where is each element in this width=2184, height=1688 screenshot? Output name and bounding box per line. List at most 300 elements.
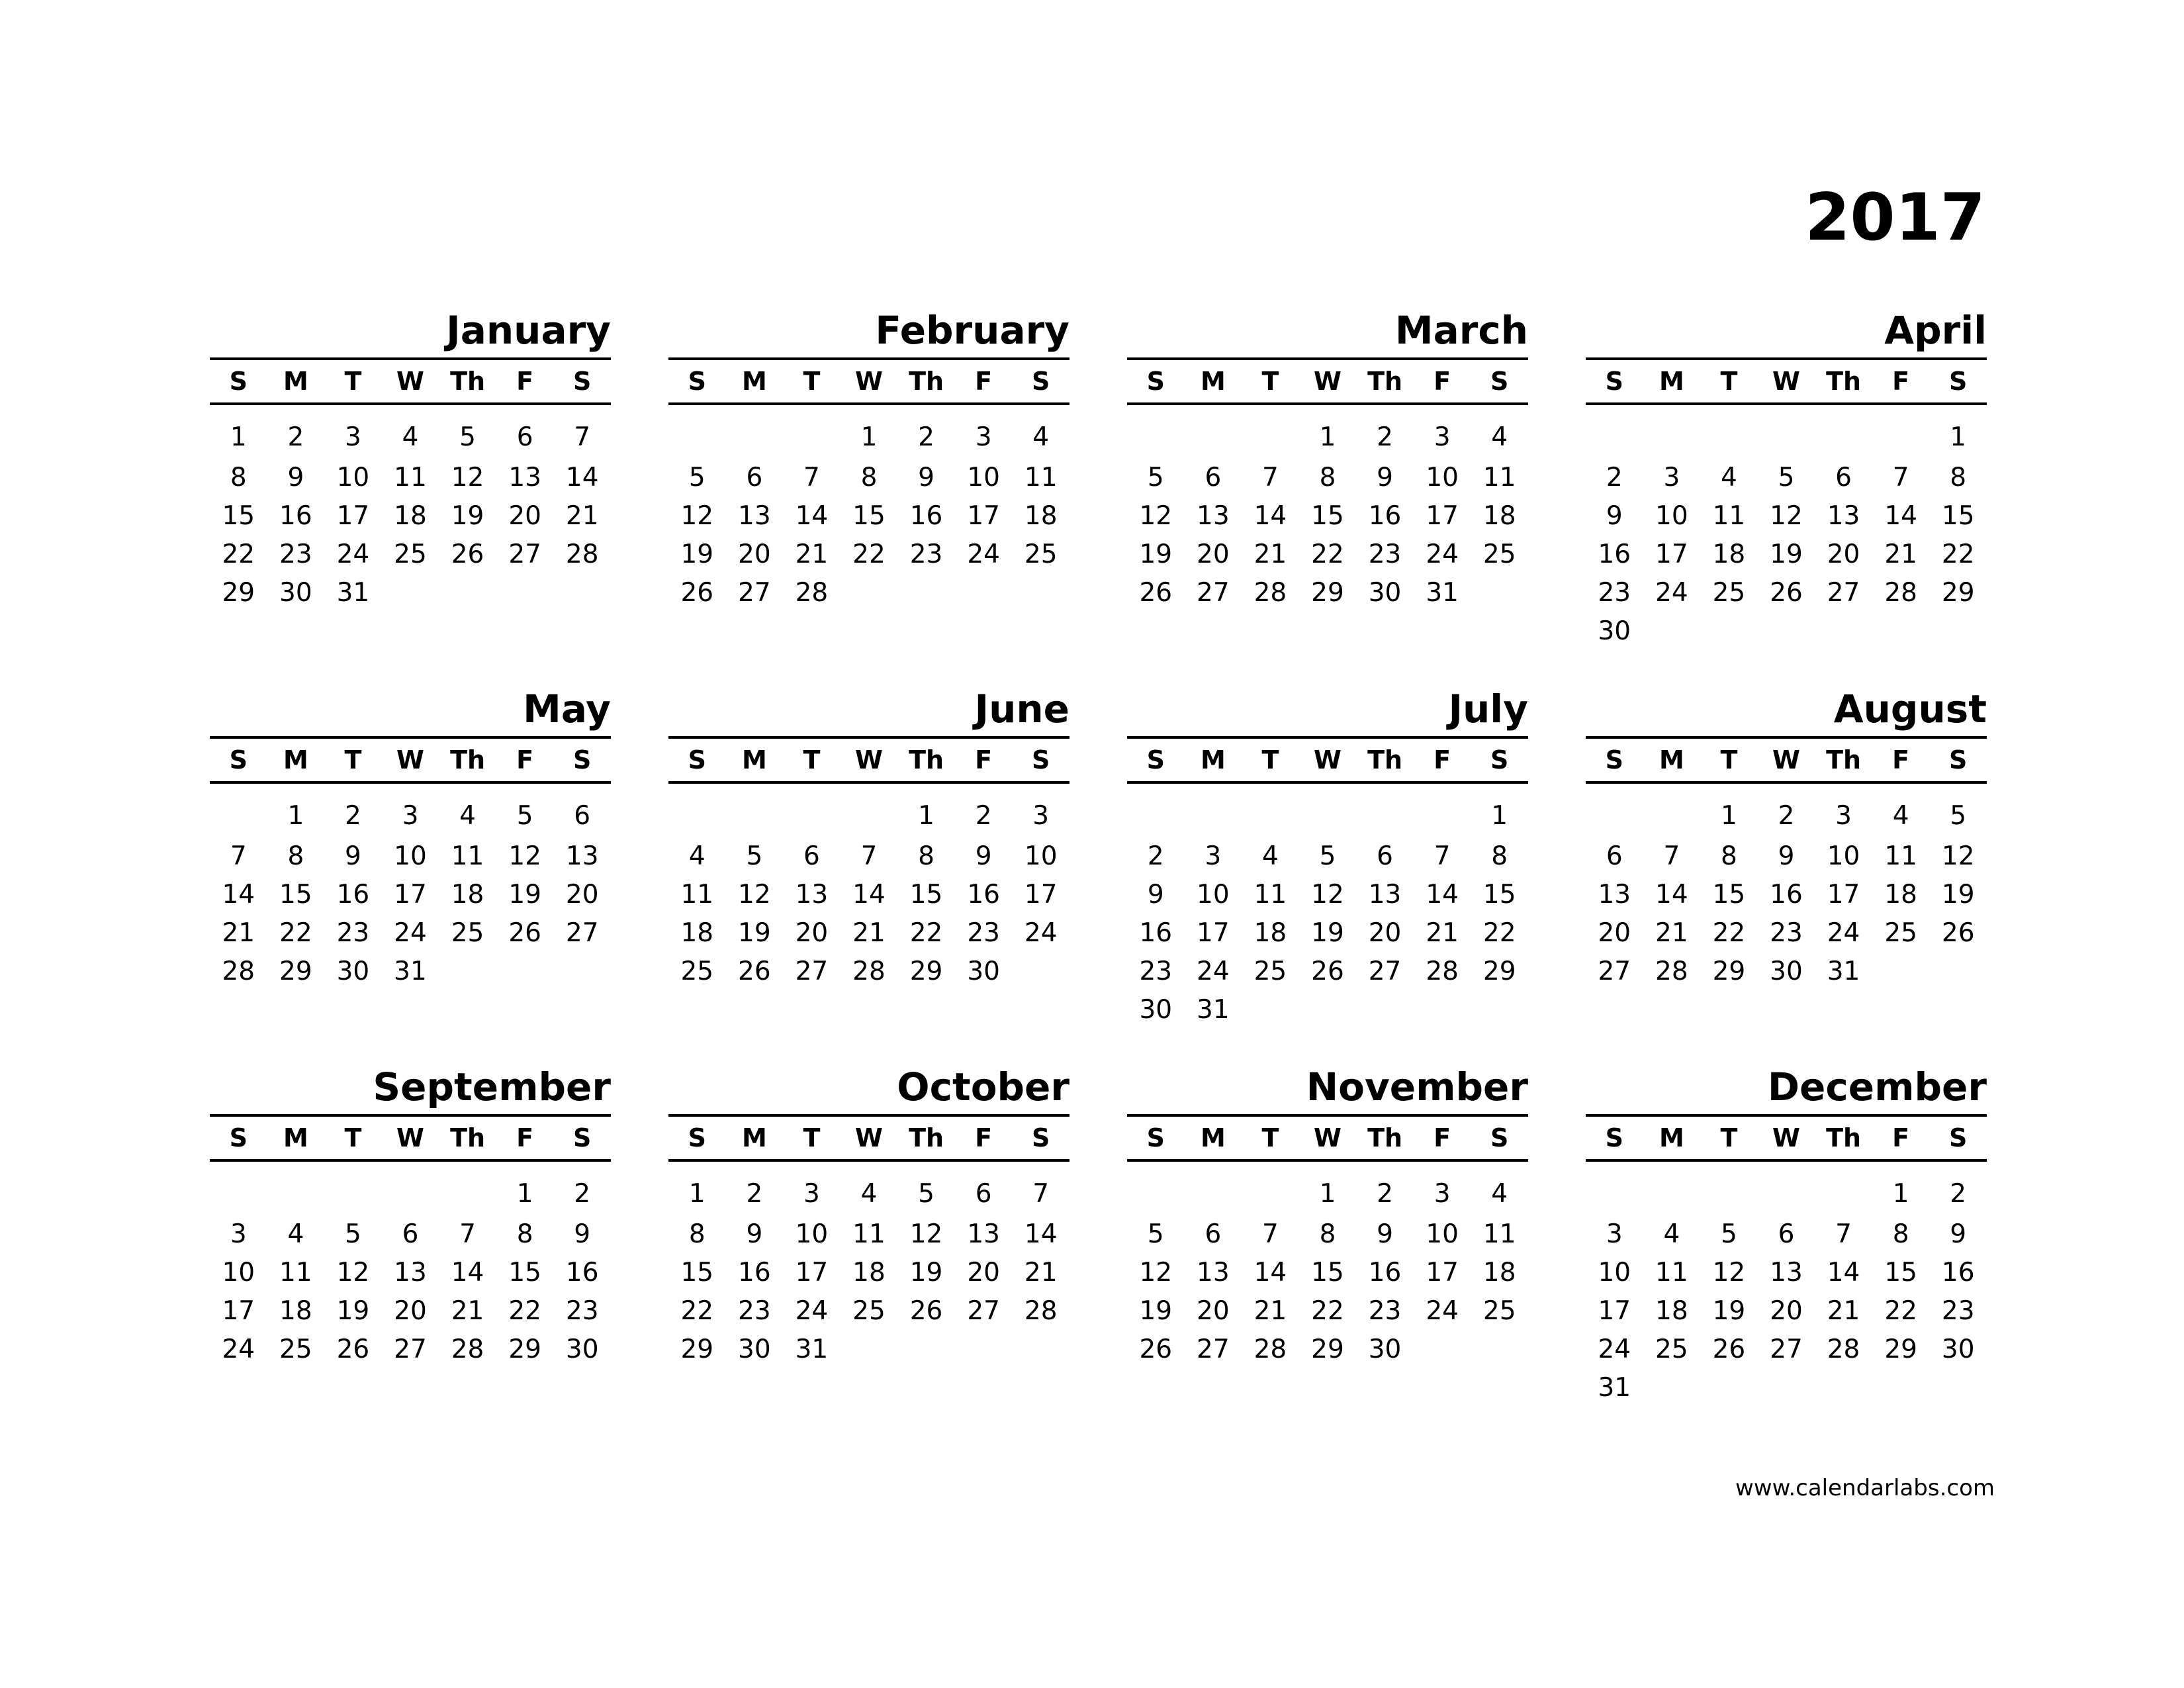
day-cell: 17 [1197,917,1230,948]
weekday-label: S [229,367,248,396]
day-cell: 29 [222,577,255,608]
day-cell: 15 [1884,1257,1917,1288]
day-cell: 28 [1426,956,1459,986]
day-cell: 29 [1311,577,1344,608]
month-name: July [1127,690,1528,739]
weekday-label: S [573,1123,592,1152]
day-cell: 15 [222,500,255,531]
week-row [1127,416,1528,458]
weekday-label: M [741,745,767,774]
day-cell: 25 [1655,1334,1688,1364]
day-cell: 2 [1377,422,1393,452]
day-cell: 18 [1884,879,1917,910]
weekday-header [1586,1117,1987,1162]
day-cell: 16 [1770,879,1803,910]
day-cell: 16 [565,1257,599,1288]
week-row [668,1291,1069,1330]
week-row [210,458,611,496]
day-cell: 22 [222,539,255,569]
day-cell: 1 [516,1178,533,1209]
day-cell: 17 [1827,879,1860,910]
day-cell: 6 [1377,841,1393,871]
day-cell: 31 [1426,577,1459,608]
day-cell: 26 [1770,577,1803,608]
day-cell: 16 [336,879,370,910]
day-cell: 5 [688,462,705,492]
day-cell: 7 [1433,841,1451,871]
day-cell: 5 [1147,462,1164,492]
day-cell: 6 [516,422,533,452]
week-row [210,952,611,990]
day-cell: 28 [795,577,829,608]
day-cell: 8 [516,1219,533,1249]
week-row [210,837,611,875]
day-cell: 4 [1491,422,1508,452]
day-cell: 17 [1655,539,1688,569]
weekday-label: W [1772,745,1800,774]
week-row [210,1215,611,1253]
day-cell: 26 [909,1295,943,1326]
footer-url[interactable]: www.calendarlabs.com [1735,1475,1995,1501]
day-cell: 17 [795,1257,829,1288]
week-row [210,1253,611,1291]
day-grid [668,1172,1069,1368]
day-cell: 9 [1377,1219,1393,1249]
day-cell: 25 [680,956,714,986]
day-cell: 11 [1482,462,1516,492]
weekday-label: M [1659,1123,1684,1152]
day-cell: 30 [1770,956,1803,986]
month-name: October [668,1068,1069,1117]
day-cell: 17 [1598,1295,1631,1326]
day-cell: 12 [909,1219,943,1249]
day-cell: 5 [1950,800,1967,831]
day-cell: 7 [1262,1219,1279,1249]
week-row [1127,952,1528,990]
day-cell: 28 [565,539,599,569]
day-cell: 2 [746,1178,763,1209]
weekday-label: F [975,367,993,396]
weekday-label: T [1261,1123,1279,1152]
day-cell: 27 [508,539,541,569]
day-cell: 7 [574,422,591,452]
day-cell: 3 [1205,841,1222,871]
month-name: September [210,1068,611,1117]
day-cell: 28 [852,956,886,986]
day-cell: 14 [1253,500,1287,531]
day-cell: 12 [1139,1257,1173,1288]
day-cell: 11 [394,462,427,492]
day-cell: 15 [508,1257,541,1288]
day-cell: 25 [1712,577,1746,608]
week-row [668,1253,1069,1291]
week-row [210,1330,611,1368]
day-cell: 6 [803,841,820,871]
day-cell: 15 [1941,500,1975,531]
day-grid [210,1172,611,1368]
day-cell: 21 [852,917,886,948]
day-cell: 17 [967,500,1000,531]
day-cell: 19 [1770,539,1803,569]
weekday-label: F [516,1123,534,1152]
day-cell: 2 [345,800,361,831]
weekday-label: F [516,745,534,774]
day-cell: 6 [1778,1219,1795,1249]
day-grid [1127,794,1528,1029]
week-row [1586,794,1987,837]
day-cell: 21 [1827,1295,1860,1326]
weekday-label: F [1892,745,1910,774]
day-cell: 24 [795,1295,829,1326]
day-cell: 3 [1835,800,1852,831]
day-cell: 27 [1368,956,1402,986]
day-cell: 27 [394,1334,427,1364]
day-cell: 20 [508,500,541,531]
day-cell: 31 [795,1334,829,1364]
day-cell: 29 [1712,956,1746,986]
day-cell: 7 [1892,462,1909,492]
day-cell: 26 [1139,1334,1173,1364]
day-cell: 18 [1482,1257,1516,1288]
day-cell: 13 [1197,1257,1230,1288]
day-cell: 27 [1770,1334,1803,1364]
weekday-label: F [1433,1123,1451,1152]
day-cell: 16 [1941,1257,1975,1288]
day-cell: 20 [1598,917,1631,948]
weekday-label: S [229,745,248,774]
day-cell: 1 [1491,800,1508,831]
day-grid [668,416,1069,612]
day-cell: 26 [1139,577,1173,608]
weekday-label: Th [1826,1123,1862,1152]
day-cell: 25 [852,1295,886,1326]
day-cell: 27 [1598,956,1631,986]
day-cell: 28 [1655,956,1688,986]
weekday-label: W [1772,367,1800,396]
day-cell: 8 [1491,841,1508,871]
day-cell: 9 [1950,1219,1967,1249]
day-cell: 29 [680,1334,714,1364]
day-cell: 5 [746,841,763,871]
day-cell: 3 [803,1178,820,1209]
day-cell: 10 [795,1219,829,1249]
weekday-label: T [803,1123,821,1152]
day-cell: 26 [1311,956,1344,986]
day-cell: 3 [1032,800,1050,831]
week-row [1127,794,1528,837]
weekday-header [1586,739,1987,784]
weekday-label: Th [450,1123,486,1152]
week-row [1127,1172,1528,1215]
day-cell: 26 [1712,1334,1746,1364]
day-cell: 6 [746,462,763,492]
day-cell: 10 [1197,879,1230,910]
day-cell: 19 [1139,539,1173,569]
day-cell: 23 [1368,1295,1402,1326]
day-cell: 1 [1950,422,1967,452]
weekday-header [1586,360,1987,405]
weekday-label: F [1892,367,1910,396]
week-row [1127,1215,1528,1253]
weekday-label: S [1490,367,1509,396]
day-cell: 29 [1311,1334,1344,1364]
weekday-label: T [803,367,821,396]
day-cell: 6 [1205,462,1222,492]
day-cell: 27 [565,917,599,948]
day-cell: 17 [1024,879,1058,910]
day-cell: 30 [1598,616,1631,646]
day-cell: 28 [1024,1295,1058,1326]
day-cell: 29 [279,956,312,986]
weekday-label: T [803,745,821,774]
week-row [1586,416,1987,458]
month-name: December [1586,1068,1987,1117]
day-cell: 23 [1598,577,1631,608]
weekday-label: M [1659,745,1684,774]
day-cell: 16 [1139,917,1173,948]
weekday-label: W [855,367,883,396]
week-row [1586,496,1987,535]
day-cell: 1 [1721,800,1737,831]
month-april [1586,308,1987,650]
weekday-label: S [1032,367,1050,396]
day-cell: 22 [852,539,886,569]
day-cell: 12 [508,841,541,871]
day-cell: 24 [394,917,427,948]
day-cell: 22 [1311,539,1344,569]
day-cell: 24 [1197,956,1230,986]
day-cell: 12 [1311,879,1344,910]
day-cell: 14 [1827,1257,1860,1288]
week-row [210,1291,611,1330]
day-cell: 14 [222,879,255,910]
week-row [1127,1330,1528,1368]
day-cell: 23 [1139,956,1173,986]
day-cell: 13 [1368,879,1402,910]
day-cell: 1 [688,1178,705,1209]
weekday-label: M [283,367,308,396]
month-name: August [1586,690,1987,739]
day-cell: 24 [222,1334,255,1364]
day-cell: 3 [345,422,361,452]
week-row [1586,952,1987,990]
day-cell: 14 [1655,879,1688,910]
day-cell: 7 [230,841,247,871]
week-row [210,914,611,952]
week-row [668,914,1069,952]
day-cell: 27 [1197,1334,1230,1364]
day-cell: 22 [1884,1295,1917,1326]
day-cell: 8 [688,1219,705,1249]
day-cell: 19 [508,879,541,910]
day-cell: 12 [1941,841,1975,871]
day-cell: 13 [508,462,541,492]
day-cell: 10 [1827,841,1860,871]
day-cell: 22 [909,917,943,948]
day-cell: 1 [230,422,247,452]
day-cell: 29 [909,956,943,986]
week-row [668,794,1069,837]
day-cell: 24 [1024,917,1058,948]
weekday-label: F [1433,745,1451,774]
day-cell: 8 [918,841,934,871]
day-cell: 3 [1433,1178,1451,1209]
day-cell: 27 [738,577,771,608]
day-cell: 7 [803,462,820,492]
day-cell: 20 [394,1295,427,1326]
day-cell: 16 [738,1257,771,1288]
week-row [1586,1172,1987,1215]
day-cell: 12 [1712,1257,1746,1288]
day-cell: 31 [1598,1372,1631,1403]
day-cell: 15 [1311,500,1344,531]
month-october [668,1064,1069,1368]
week-row [210,535,611,573]
day-cell: 22 [680,1295,714,1326]
weekday-label: W [1314,1123,1342,1152]
weekday-label: M [283,1123,308,1152]
day-cell: 11 [852,1219,886,1249]
day-cell: 20 [565,879,599,910]
day-cell: 26 [680,577,714,608]
day-cell: 5 [918,1178,934,1209]
weekday-label: Th [1367,1123,1403,1152]
weekday-label: T [1720,745,1738,774]
day-cell: 6 [574,800,591,831]
month-august [1586,686,1987,990]
day-cell: 20 [967,1257,1000,1288]
day-cell: 4 [287,1219,304,1249]
weekday-header [210,1117,611,1162]
month-november [1127,1064,1528,1368]
day-cell: 28 [1827,1334,1860,1364]
week-row [668,875,1069,914]
day-cell: 9 [1377,462,1393,492]
day-cell: 2 [574,1178,591,1209]
week-row [1586,1215,1987,1253]
day-cell: 3 [402,800,419,831]
day-cell: 30 [967,956,1000,986]
month-name: November [1127,1068,1528,1117]
day-cell: 23 [1368,539,1402,569]
week-row [668,1172,1069,1215]
day-cell: 6 [1205,1219,1222,1249]
day-cell: 31 [336,577,370,608]
day-cell: 14 [852,879,886,910]
day-cell: 30 [1368,577,1402,608]
day-cell: 9 [975,841,992,871]
week-row [210,573,611,612]
day-cell: 18 [1253,917,1287,948]
day-cell: 27 [1197,577,1230,608]
day-cell: 6 [1835,462,1852,492]
day-cell: 12 [451,462,484,492]
day-cell: 10 [967,462,1000,492]
day-cell: 19 [1311,917,1344,948]
day-cell: 25 [451,917,484,948]
week-row [1127,1291,1528,1330]
day-cell: 1 [1319,1178,1336,1209]
weekday-header [668,1117,1069,1162]
week-row [1586,875,1987,914]
day-cell: 21 [1884,539,1917,569]
day-cell: 6 [975,1178,992,1209]
day-cell: 18 [1024,500,1058,531]
day-cell: 28 [451,1334,484,1364]
day-cell: 9 [345,841,361,871]
day-cell: 14 [565,462,599,492]
day-cell: 11 [1884,841,1917,871]
day-cell: 23 [1770,917,1803,948]
day-cell: 2 [1606,462,1623,492]
weekday-label: T [1261,367,1279,396]
day-cell: 12 [336,1257,370,1288]
day-cell: 20 [738,539,771,569]
day-cell: 24 [1655,577,1688,608]
week-row [668,952,1069,990]
day-cell: 23 [336,917,370,948]
day-cell: 10 [222,1257,255,1288]
weekday-label: S [1605,745,1623,774]
day-cell: 1 [918,800,934,831]
weekday-label: S [229,1123,248,1152]
day-cell: 2 [1950,1178,1967,1209]
day-cell: 23 [565,1295,599,1326]
week-row [1586,914,1987,952]
week-row [1127,990,1528,1029]
week-row [1127,837,1528,875]
month-june [668,686,1069,990]
day-cell: 30 [1941,1334,1975,1364]
day-cell: 7 [860,841,878,871]
day-cell: 8 [860,462,878,492]
day-cell: 4 [1032,422,1050,452]
weekday-header [1127,360,1528,405]
day-cell: 17 [222,1295,255,1326]
day-cell: 20 [795,917,829,948]
day-cell: 8 [1721,841,1737,871]
weekday-label: W [396,745,424,774]
day-cell: 1 [860,422,878,452]
day-cell: 17 [336,500,370,531]
day-cell: 8 [1319,1219,1336,1249]
day-cell: 21 [1253,539,1287,569]
weekday-label: Th [1826,367,1862,396]
month-january [210,308,611,612]
day-grid [1586,794,1987,990]
day-cell: 3 [1606,1219,1623,1249]
day-cell: 18 [394,500,427,531]
day-cell: 27 [795,956,829,986]
day-cell: 5 [1778,462,1795,492]
day-cell: 5 [459,422,476,452]
weekday-label: S [1949,745,1968,774]
day-cell: 19 [1712,1295,1746,1326]
weekday-label: Th [450,745,486,774]
weekday-label: S [1605,367,1623,396]
week-row [668,416,1069,458]
day-cell: 13 [1197,500,1230,531]
weekday-label: M [1200,367,1226,396]
weekday-label: F [1892,1123,1910,1152]
month-name: June [668,690,1069,739]
day-cell: 16 [1368,1257,1402,1288]
day-cell: 10 [1426,462,1459,492]
week-row [210,1172,611,1215]
day-cell: 13 [738,500,771,531]
day-cell: 7 [1032,1178,1050,1209]
weekday-label: W [855,745,883,774]
